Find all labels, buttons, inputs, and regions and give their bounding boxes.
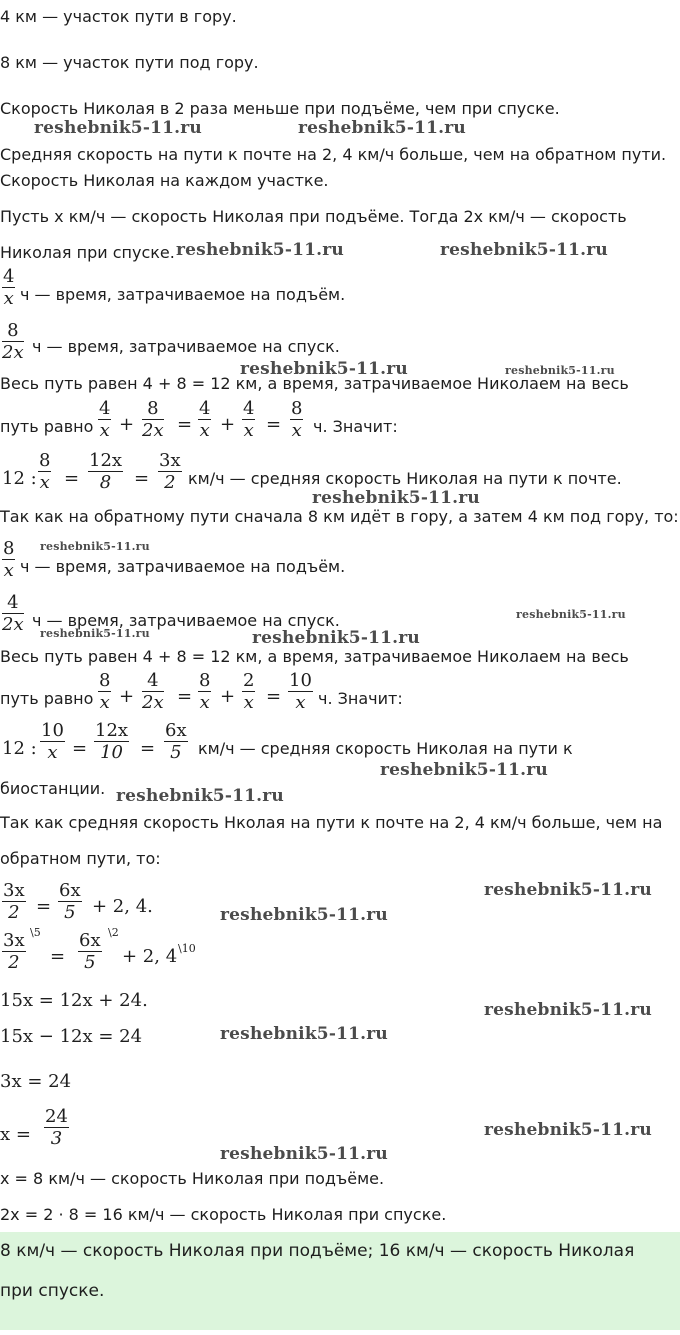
- fraction: 4 x: [243, 398, 255, 441]
- watermark: reshebnik5-11.ru: [220, 905, 388, 925]
- fraction: 8 x: [3, 538, 15, 581]
- text-line: 4 км — участок пути в гору.: [0, 7, 237, 26]
- text-line: ч. Значит:: [318, 689, 403, 708]
- text-line: ч — время, затрачиваемое на спуск.: [32, 337, 340, 356]
- fraction: 4 2x: [142, 670, 164, 713]
- fraction: 8 2x: [142, 398, 164, 441]
- math-line: 3x = 24: [0, 1071, 72, 1092]
- fraction: 12x 8: [89, 450, 123, 493]
- text-line: x = 8 км/ч — скорость Николая при подъёме.: [0, 1169, 385, 1188]
- watermark: reshebnik5-11.ru: [380, 760, 548, 780]
- fraction: 3x 2: [3, 880, 25, 923]
- fraction-8-over-2x: 8 2x: [2, 320, 24, 363]
- text-line: Так как на обратному пути сначала 8 км идёт в гору, а затем 4 км под гору, то:: [0, 507, 679, 526]
- watermark: reshebnik5-11.ru: [220, 1144, 388, 1164]
- equals-sign: =: [177, 686, 193, 707]
- text-line: Так как средняя скорость Нколая на пути к почте на 2, 4 км/ч больше, чем на: [0, 813, 663, 832]
- fraction: 12x 10: [95, 720, 129, 763]
- watermark: reshebnik5-11.ru: [220, 1024, 388, 1044]
- text-line: ч. Значит:: [313, 417, 398, 436]
- math-line: 15x = 12x + 24.: [0, 990, 148, 1011]
- fraction: 6x 5: [165, 720, 187, 763]
- fraction: 4 x: [99, 398, 111, 441]
- fraction: 8 x: [39, 450, 51, 493]
- text-line: Средняя скорость на пути к почте на 2, 4 км/ч больше, чем на обратном пути.: [0, 145, 667, 164]
- watermark: reshebnik5-11.ru: [116, 786, 284, 806]
- fraction: 4 x: [199, 398, 211, 441]
- watermark: reshebnik5-11.ru: [40, 627, 150, 640]
- text-line: км/ч — средняя скорость Николая на пути к почте.: [188, 469, 622, 488]
- watermark: reshebnik5-11.ru: [176, 240, 344, 260]
- text-line: путь равно: [0, 689, 94, 708]
- text-line: путь равно: [0, 417, 94, 436]
- plus-sign: +: [220, 686, 236, 707]
- text-line: км/ч — средняя скорость Николая на пути к: [198, 739, 573, 758]
- text-line: Пусть x км/ч — скорость Николая при подъёме. Тогда 2x км/ч — скорость: [0, 207, 627, 226]
- text-line: ч — время, затрачиваемое на спуск.: [32, 611, 340, 630]
- text-line: обратном пути, то:: [0, 849, 161, 868]
- fraction-4-over-x: 4 x: [3, 266, 15, 309]
- watermark: reshebnik5-11.ru: [252, 628, 420, 648]
- watermark: reshebnik5-11.ru: [312, 488, 480, 508]
- equals-sign: =: [140, 738, 156, 759]
- text-line: Скорость Николая на каждом участке.: [0, 171, 329, 190]
- text-line: ч — время, затрачиваемое на подъём.: [20, 557, 346, 576]
- plus-sign: +: [119, 414, 135, 435]
- math-term: + 2, 4: [122, 946, 178, 967]
- equals-sign: =: [177, 414, 193, 435]
- equals-sign: =: [50, 946, 66, 967]
- watermark: reshebnik5-11.ru: [484, 880, 652, 900]
- answer-line: 8 км/ч — скорость Николая при подъёме; 16 км/ч — скорость Николая: [0, 1241, 635, 1261]
- math-term: + 2, 4.: [92, 896, 153, 917]
- fraction: 24 3: [45, 1106, 68, 1149]
- fraction: 10 x: [289, 670, 312, 713]
- text-line: 8 км — участок пути под гору.: [0, 53, 259, 72]
- fraction: 8 x: [99, 670, 111, 713]
- equals-sign: =: [266, 686, 282, 707]
- watermark: reshebnik5-11.ru: [240, 359, 408, 379]
- fraction: 8 x: [199, 670, 211, 713]
- fraction: 8 x: [291, 398, 303, 441]
- text-line: Весь путь равен 4 + 8 = 12 км, а время, затрачиваемое Николаем на весь: [0, 374, 629, 393]
- equals-sign: =: [36, 896, 52, 917]
- multiplier-note: \5: [30, 926, 41, 939]
- text-line: ч — время, затрачиваемое на подъём.: [20, 285, 346, 304]
- plus-sign: +: [119, 686, 135, 707]
- answer-box: [0, 1232, 680, 1330]
- answer-line: при спуске.: [0, 1281, 105, 1301]
- math-line: 15x − 12x = 24: [0, 1026, 143, 1047]
- fraction: 10 x: [41, 720, 64, 763]
- math-term: 12 :: [2, 468, 37, 489]
- text-line: Весь путь равен 4 + 8 = 12 км, а время, затрачиваемое Николаем на весь: [0, 647, 629, 666]
- watermark: reshebnik5-11.ru: [505, 364, 615, 377]
- watermark: reshebnik5-11.ru: [484, 1000, 652, 1020]
- fraction: 4 2x: [2, 592, 24, 635]
- text-line: 2x = 2 · 8 = 16 км/ч — скорость Николая при спуске.: [0, 1205, 447, 1224]
- watermark: reshebnik5-11.ru: [440, 240, 608, 260]
- watermark: reshebnik5-11.ru: [34, 118, 202, 138]
- fraction: 3x 2: [3, 930, 25, 973]
- equals-sign: =: [134, 468, 150, 489]
- watermark: reshebnik5-11.ru: [40, 540, 150, 553]
- math-term: x =: [0, 1124, 31, 1145]
- fraction: 6x 5: [79, 930, 101, 973]
- multiplier-note: \2: [108, 926, 119, 939]
- equals-sign: =: [266, 414, 282, 435]
- text-line: Скорость Николая в 2 раза меньше при подъёме, чем при спуске.: [0, 99, 560, 118]
- fraction: 2 x: [243, 670, 255, 713]
- watermark: reshebnik5-11.ru: [516, 608, 626, 621]
- text-line: биостанции.: [0, 779, 106, 798]
- equals-sign: =: [64, 468, 80, 489]
- fraction: 3x 2: [159, 450, 181, 493]
- watermark: reshebnik5-11.ru: [298, 118, 466, 138]
- fraction: 6x 5: [59, 880, 81, 923]
- text-line: Николая при спуске.: [0, 243, 175, 262]
- equals-sign: =: [72, 738, 88, 759]
- math-term: 12 :: [2, 738, 37, 759]
- multiplier-note: \10: [178, 942, 196, 955]
- plus-sign: +: [220, 414, 236, 435]
- watermark: reshebnik5-11.ru: [484, 1120, 652, 1140]
